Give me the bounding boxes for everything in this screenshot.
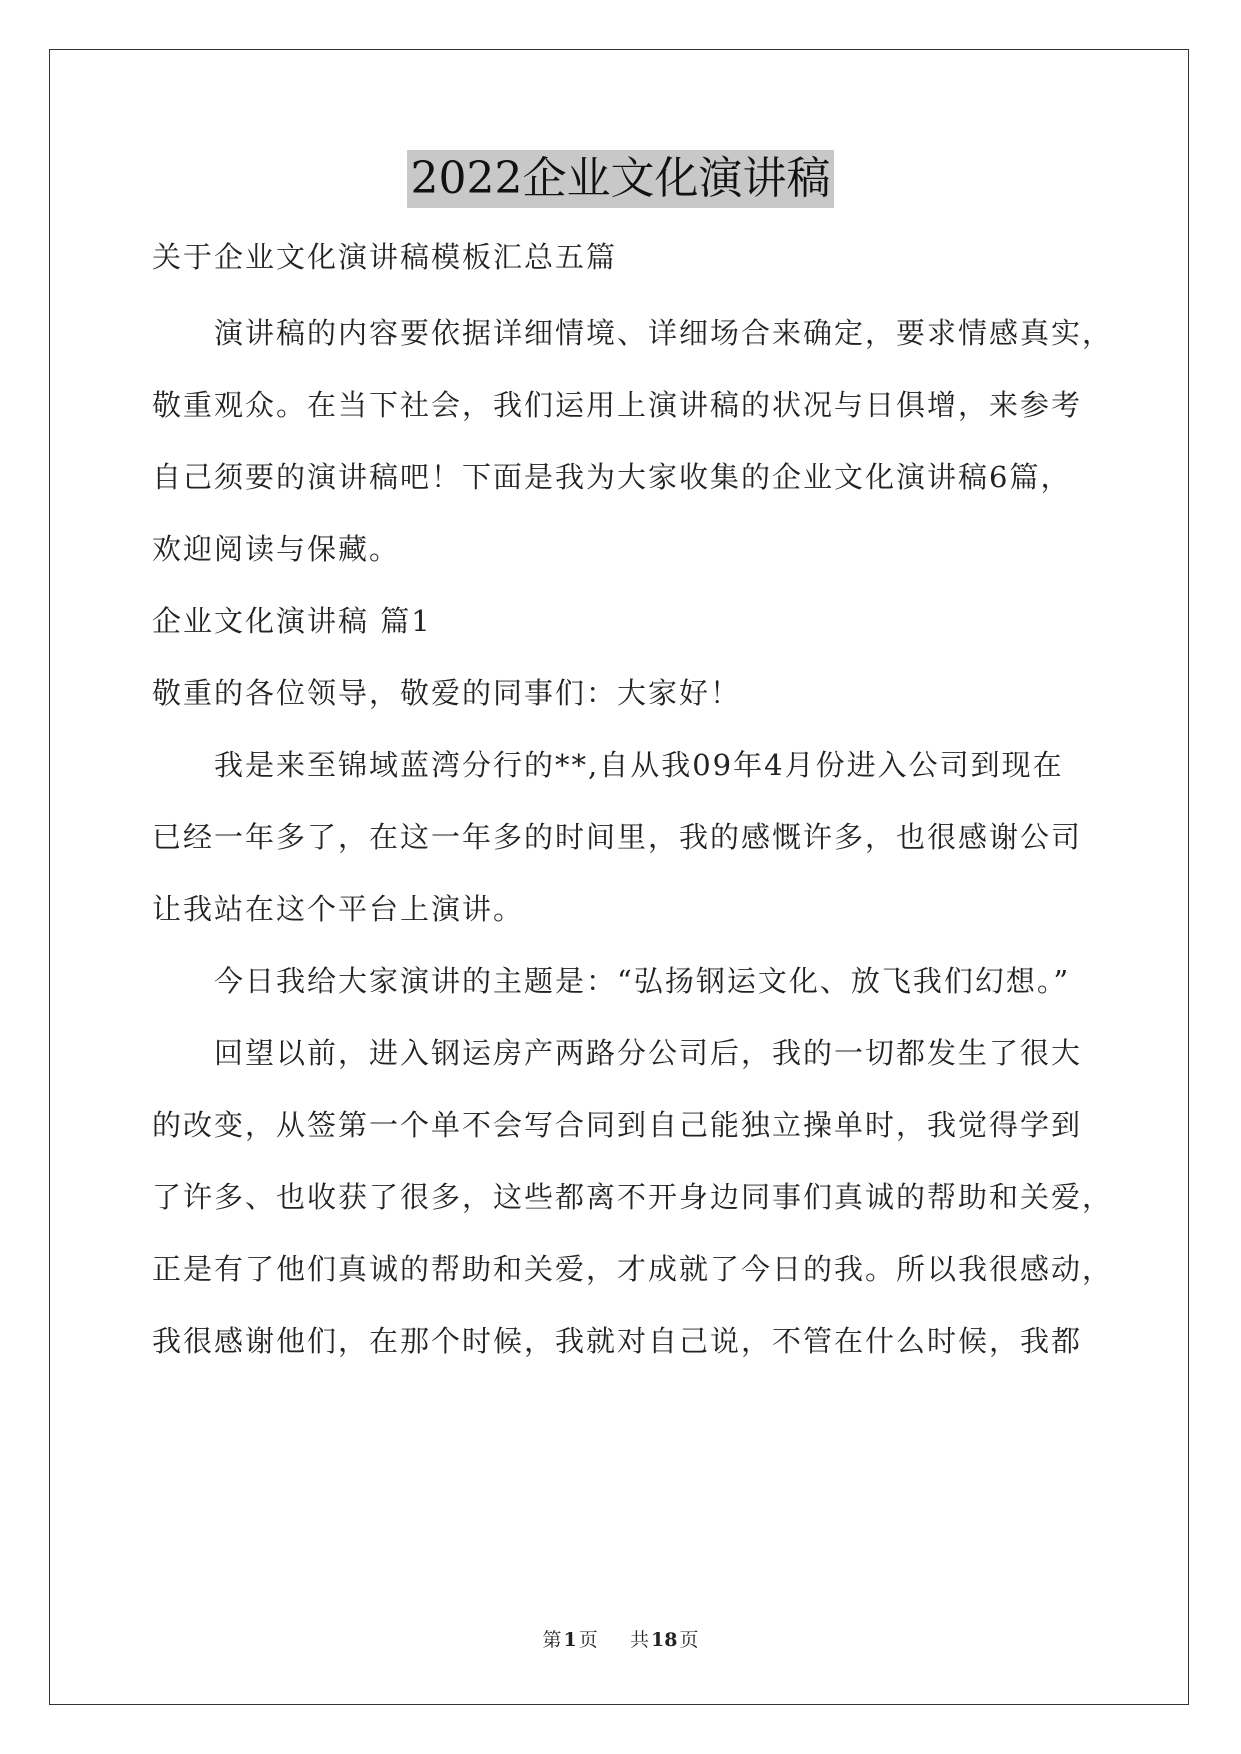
paragraph-line: 今日我给大家演讲的主题是：“弘扬钢运文化、放飞我们幻想。”: [214, 964, 1071, 998]
page-number: 1: [563, 1629, 577, 1651]
total-pages-indicator: [628, 1629, 700, 1651]
document-title: 2022企业文化演讲稿: [407, 150, 835, 208]
paragraph-line: 我很感谢他们，在那个时候，我就对自己说，不管在什么时候，我都: [152, 1324, 1083, 1358]
salutation-line: 敬重的各位领导，敬爱的同事们：大家好！: [152, 676, 742, 710]
paragraph-line: 已经一年多了，在这一年多的时间里，我的感慨许多，也很感谢公司: [152, 820, 1083, 854]
page-indicator: [541, 1629, 600, 1651]
page-prefix: 第: [542, 1629, 562, 1651]
paragraph-line: 演讲稿的内容要依据详细情境、详细场合来确定，要求情感真实，: [214, 316, 1114, 350]
paragraph-line: 让我站在这个平台上演讲。: [152, 892, 525, 926]
subtitle-line: 关于企业文化演讲稿模板汇总五篇: [152, 240, 618, 274]
paragraph-line: 了许多、也收获了很多，这些都离不开身边同事们真诚的帮助和关爱，: [152, 1180, 1114, 1214]
page-suffix: 页: [578, 1629, 598, 1651]
total-pages: 18: [650, 1629, 678, 1651]
paragraph-line: 回望以前，进入钢运房产两路分公司后，我的一切都发生了很大: [214, 1036, 1083, 1070]
total-suffix: 页: [679, 1629, 699, 1651]
page-footer: [0, 1625, 1241, 1652]
section-heading: 企业文化演讲稿 篇1: [152, 604, 432, 638]
paragraph-line: 欢迎阅读与保藏。: [152, 532, 401, 566]
page-border: [49, 49, 1189, 1705]
paragraph-line: 敬重观众。在当下社会，我们运用上演讲稿的状况与日俱增，来参考: [152, 388, 1083, 422]
paragraph-line: 的改变，从签第一个单不会写合同到自己能独立操单时，我觉得学到: [152, 1108, 1083, 1142]
title-container: [0, 150, 1241, 208]
paragraph-line: 我是来至锦域蓝湾分行的**,自从我09年4月份进入公司到现在: [214, 748, 1064, 782]
paragraph-line: 自己须要的演讲稿吧！下面是我为大家收集的企业文化演讲稿6篇，: [152, 460, 1072, 494]
total-prefix: 共: [629, 1629, 649, 1651]
paragraph-line: 正是有了他们真诚的帮助和关爱，才成就了今日的我。所以我很感动，: [152, 1252, 1114, 1286]
